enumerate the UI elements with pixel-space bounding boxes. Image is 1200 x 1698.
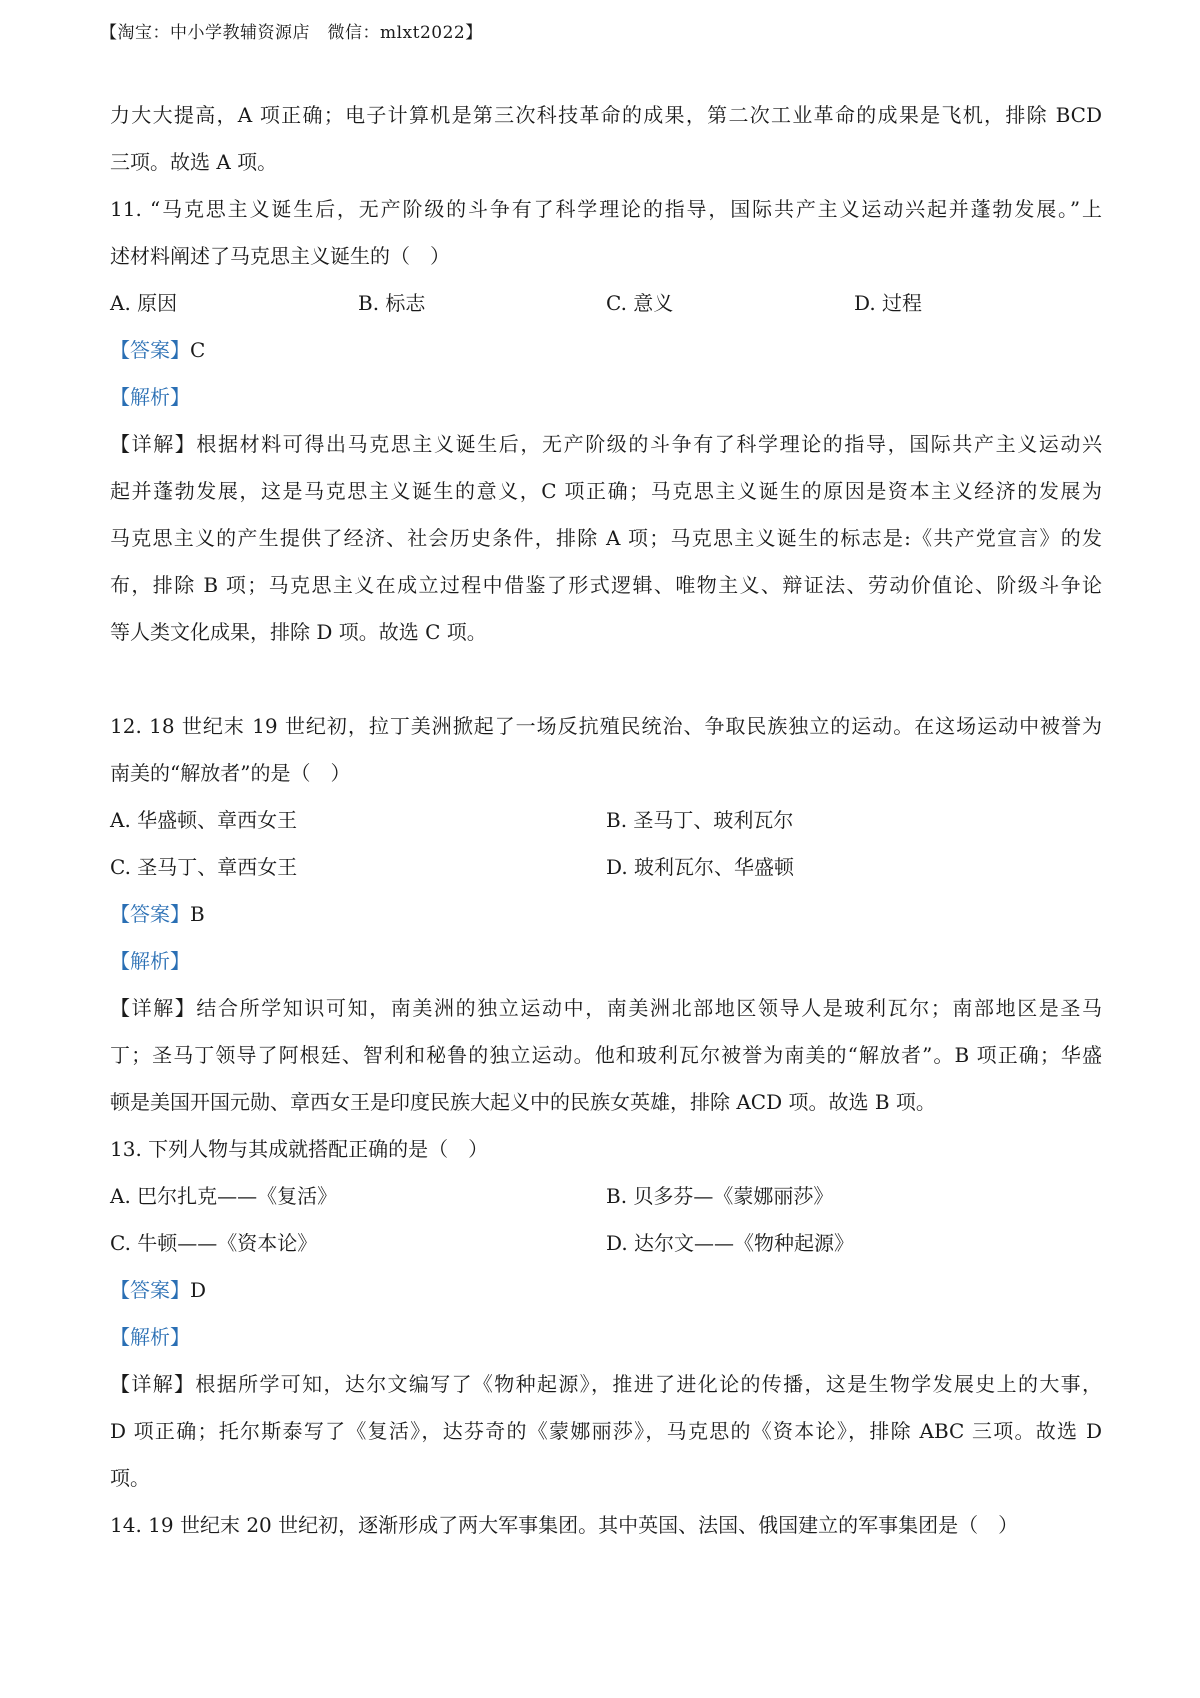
q13-option-c: C. 牛顿——《资本论》 [110,1231,318,1255]
q12-option-b: B. 圣马丁、玻利瓦尔 [606,808,794,832]
q14-stem-line-1: 14. 19 世纪末 20 世纪初，逐渐形成了两大军事集团。其中英国、法国、俄国建立的军事集团是（ ） [110,1513,1019,1537]
prev-explain-line-2: 三项。故选 A 项。 [110,150,278,174]
q11-answer [110,327,1102,374]
analysis-label: 【解析】 [110,1325,190,1349]
q11-options [110,280,1102,327]
q11-detail-line-3: 马克思主义的产生提供了经济、社会历史条件，排除 A 项；马克思主义诞生的标志是:《共产党宣言》的发 [110,526,1102,550]
q12-answer [110,891,1102,938]
q13-answer [110,1267,1102,1314]
q11-option-d: D. 过程 [854,291,923,315]
q13-detail-line-1 [110,1361,1102,1408]
detail-text: 根据所学可知，达尔文编写了《物种起源》，推进了进化论的传播，这是生物学发展史上的大事， [195,1372,1103,1396]
q13-option-b: B. 贝多芬—《蒙娜丽莎》 [606,1184,834,1208]
q13-detail-line-2: D 项正确；托尔斯泰写了《复活》，达芬奇的《蒙娜丽莎》，马克思的《资本论》，排除 ABC 三项。故选 D [110,1419,1102,1443]
answer-value: D [190,1278,207,1302]
q13-analysis [110,1314,1102,1361]
q13-option-a: A. 巴尔扎克——《复活》 [110,1184,338,1208]
q12-option-c: C. 圣马丁、章西女王 [110,855,298,879]
q12-analysis [110,938,1102,985]
q11-detail-line-2: 起并蓬勃发展，这是马克思主义诞生的意义，C 项正确；马克思主义诞生的原因是资本主义经济的发展为 [110,479,1102,503]
q11-analysis [110,374,1102,421]
detail-text: 根据材料可得出马克思主义诞生后，无产阶级的斗争有了科学理论的指导，国际共产主义运动兴 [196,432,1103,456]
answer-label: 【答案】 [110,1278,190,1302]
spacer [110,656,1102,703]
q11-detail-line-1 [110,421,1102,468]
q12-option-d: D. 玻利瓦尔、华盛顿 [606,855,795,879]
analysis-label: 【解析】 [110,949,190,973]
q12-options-row-2 [110,844,1102,891]
q13-detail-line-3: 项。 [110,1466,150,1490]
q12-stem-line-1: 12. 18 世纪末 19 世纪初，拉丁美洲掀起了一场反抗殖民统治、争取民族独立的运动。在这场运动中被誉为 [110,714,1102,738]
q11-option-c: C. 意义 [606,291,674,315]
q13-options-row-2 [110,1220,1102,1267]
q13-option-d: D. 达尔文——《物种起源》 [606,1231,855,1255]
q13-options-row-1 [110,1173,1102,1220]
detail-label: 【详解】 [110,432,197,456]
prev-explain-line-1: 力大大提高，A 项正确；电子计算机是第三次科技革命的成果，第二次工业革命的成果是飞机，排除 BCD [110,103,1102,127]
answer-value: B [190,902,205,926]
analysis-label: 【解析】 [110,385,190,409]
answer-label: 【答案】 [110,338,190,362]
q13-stem-line-1: 13. 下列人物与其成就搭配正确的是（ ） [110,1137,489,1161]
answer-label: 【答案】 [110,902,190,926]
q12-detail-line-1 [110,985,1102,1032]
q11-stem-line-1: 11. “马克思主义诞生后，无产阶级的斗争有了科学理论的指导，国际共产主义运动兴起并蓬勃发展。”上 [110,197,1102,221]
q12-option-a: A. 华盛顿、章西女王 [110,808,298,832]
q11-option-b: B. 标志 [358,291,426,315]
answer-value: C [190,338,206,362]
q11-detail-line-5: 等人类文化成果，排除 D 项。故选 C 项。 [110,620,487,644]
q12-detail-line-3: 顿是美国开国元勋、章西女王是印度民族大起义中的民族女英雄，排除 ACD 项。故选 B 项。 [110,1090,936,1114]
q11-option-a: A. 原因 [110,291,178,315]
q11-stem-line-2: 述材料阐述了马克思主义诞生的（ ） [110,244,450,268]
detail-label: 【详解】 [110,1372,196,1396]
q12-stem-line-2: 南美的“解放者”的是（ ） [110,761,351,785]
q12-options-row-1 [110,797,1102,844]
document-body [110,92,1102,1549]
q11-detail-line-4: 布，排除 B 项；马克思主义在成立过程中借鉴了形式逻辑、唯物主义、辩证法、劳动价值论、阶级斗争论 [110,573,1102,597]
q12-detail-line-2: 丁；圣马丁领导了阿根廷、智利和秘鲁的独立运动。他和玻利瓦尔被誉为南美的“解放者”。B 项正确；华盛 [110,1043,1102,1067]
detail-label: 【详解】 [110,996,197,1020]
detail-text: 结合所学知识可知，南美洲的独立运动中，南美洲北部地区领导人是玻利瓦尔；南部地区是圣马 [196,996,1103,1020]
page-header: 【淘宝：中小学教辅资源店 微信：mlxt2022】 [100,23,483,43]
